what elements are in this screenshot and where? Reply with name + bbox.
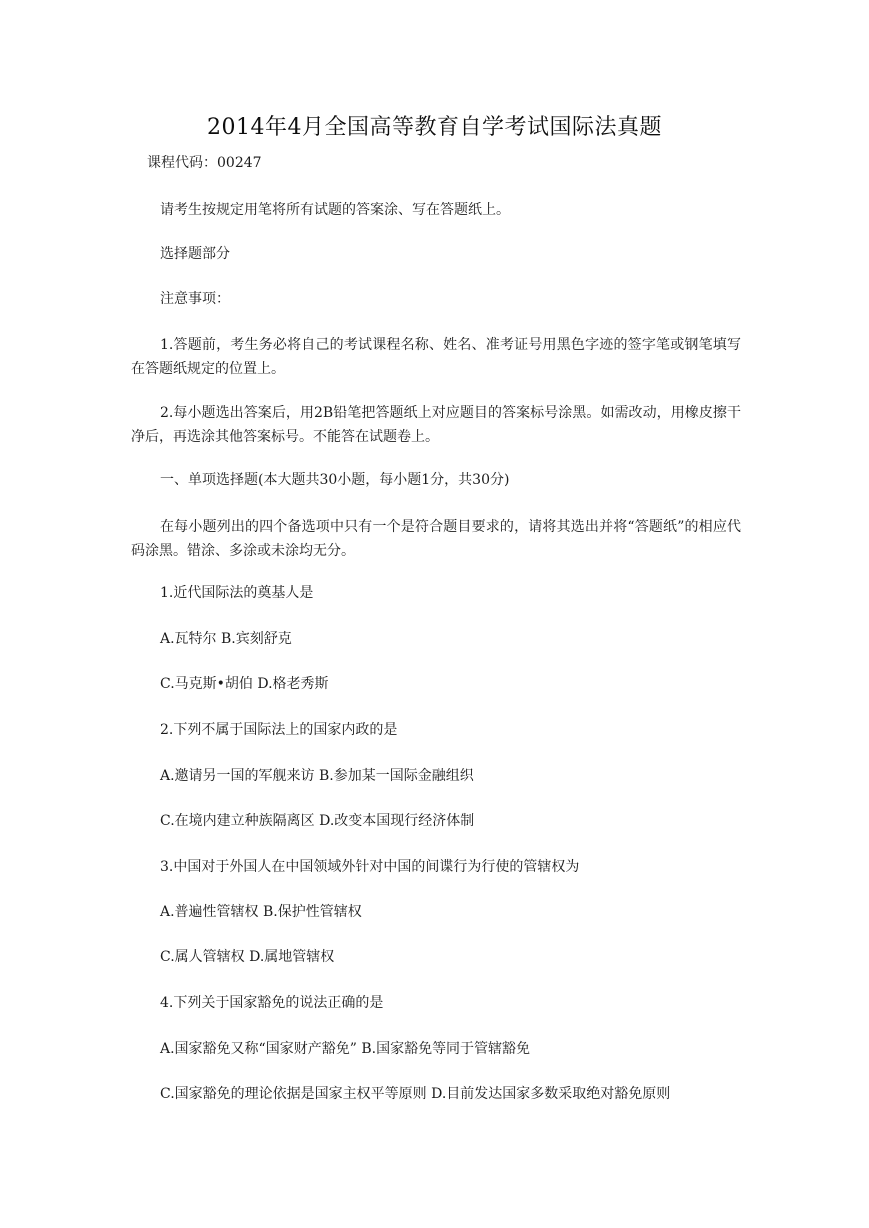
question-stem: 4.下列关于国家豁免的说法正确的是 (160, 995, 384, 1011)
question-options: C.马克斯•胡伯 D.格老秀斯 (160, 676, 329, 692)
notice-item-2: 2.每小题选出答案后，用2B铅笔把答题纸上对应题目的答案标号涂黑。如需改动，用橡皮擦干净后，再选涂其他答案标号。不能答在试题卷上。 (131, 405, 741, 445)
question-options: A.邀请另一国的军舰来访 B.参加某一国际金融组织 (160, 768, 474, 784)
question-options: C.属人管辖权 D.属地管辖权 (160, 949, 335, 965)
question-stem: 1.近代国际法的奠基人是 (160, 585, 314, 601)
course-code: 课程代码：00247 (147, 155, 262, 171)
question-stem: 2.下列不属于国际法上的国家内政的是 (160, 722, 398, 738)
part-instruction: 在每小题列出的四个备选项中只有一个是符合题目要求的，请将其选出并将“答题纸”的相应代码涂黑。错涂、多涂或未涂均无分。 (131, 519, 741, 559)
question-options: C.国家豁免的理论依据是国家主权平等原则 D.目前发达国家多数采取绝对豁免原则 (160, 1086, 671, 1102)
part-heading: 一、单项选择题(本大题共30小题，每小题1分，共30分) (160, 472, 510, 488)
notice-item-1: 1.答题前，考生务必将自己的考试课程名称、姓名、准考证号用黑色字迹的签字笔或钢笔填写在答题纸规定的位置上。 (131, 337, 741, 377)
question-options: A.瓦特尔 B.宾刻舒克 (160, 631, 292, 647)
page-title: 2014年4月全国高等教育自学考试国际法真题 (207, 115, 662, 140)
section-label: 选择题部分 (160, 246, 230, 262)
question-stem: 3.中国对于外国人在中国领域外针对中国的间谍行为行使的管辖权为 (160, 859, 580, 875)
notice-heading: 注意事项： (160, 291, 230, 307)
question-options: A.国家豁免又称“国家财产豁免” B.国家豁免等同于管辖豁免 (160, 1041, 531, 1057)
question-options: C.在境内建立种族隔离区 D.改变本国现行经济体制 (160, 813, 475, 829)
exam-instruction: 请考生按规定用笔将所有试题的答案涂、写在答题纸上。 (160, 202, 510, 218)
question-options: A.普遍性管辖权 B.保护性管辖权 (160, 904, 362, 920)
